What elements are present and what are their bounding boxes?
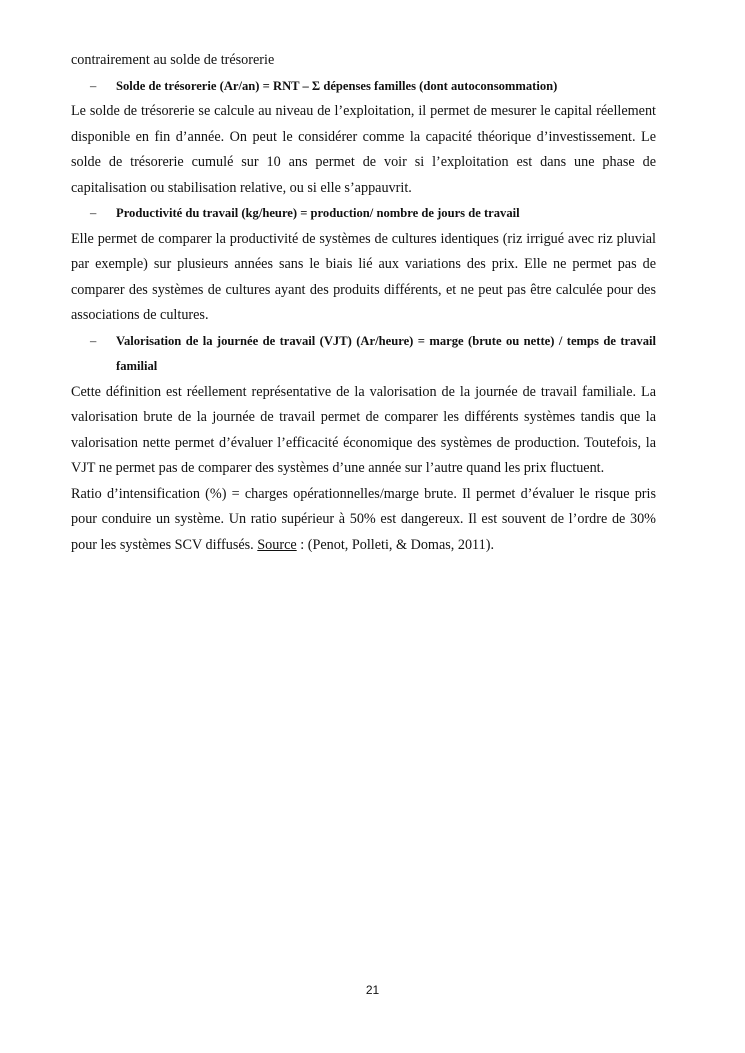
source-citation: : (Penot, Polleti, & Domas, 2011). bbox=[296, 536, 494, 553]
paragraph-productivite: Elle permet de comparer la productivité de systèmes de cultures identiques (riz irrigué avec riz pluvial par exemple) sur plusieurs années sans le biais lié aux variations des prix. Elle ne permet pas de comparer des systèmes de cultures ayant des produits différents, et ne peut pas être calculée pour des associations de cultures. bbox=[71, 230, 656, 323]
paragraph-solde: Le solde de trésorerie se calcule au niveau de l’exploitation, il permet de mesurer le capital réellement disponible en fin d’année. On peut le considérer comme la capacité théorique d’investissement. Le solde de trésorerie cumulé sur 10 ans permet de voir si l’exploitation est dans une phase de capitalisation ou stabilisation relative, ou si elle s’appauvrit. bbox=[71, 103, 656, 196]
bullet-valorisation bbox=[71, 329, 656, 380]
page-number: 21 bbox=[365, 983, 380, 997]
page-body bbox=[71, 48, 656, 558]
paragraph-ratio bbox=[71, 482, 656, 559]
bullet-text: Solde de trésorerie (Ar/an) = RNT – Σ dépenses familles (dont autoconsommation) bbox=[116, 78, 558, 93]
paragraph-valorisation: Cette définition est réellement représentative de la valorisation de la journée de travail familiale. La valorisation brute de la journée de travail permet de comparer les différents systèmes tandis que la valorisation nette permet d’évaluer l’efficacité économique des systèmes de production. Toutefois, la VJT ne permet pas de comparer des systèmes d’une année sur l’autre quand les prix fluctuent. bbox=[71, 383, 656, 476]
ratio-text: Ratio d’intensification (%) = charges opérationnelles/marge brute. Il permet d’évaluer le risque pris pour conduire un système. Un ratio supérieur à 50% est dangereux. Il est souvent de l’ordre de 30% pour les systèmes SCV diffusés. bbox=[71, 485, 656, 553]
continuation-line: contrairement au solde de trésorerie bbox=[71, 52, 275, 68]
bullet-solde-tresorerie bbox=[71, 74, 656, 100]
bullet-text: Productivité du travail (kg/heure) = production/ nombre de jours de travail bbox=[116, 206, 520, 220]
bullet-text: Valorisation de la journée de travail (VJT) (Ar/heure) = marge (brute ou nette) / temps de travail familial bbox=[116, 333, 656, 373]
bullet-productivite bbox=[71, 201, 656, 227]
bullet-dash: – bbox=[90, 206, 97, 220]
bullet-dash: – bbox=[90, 78, 97, 93]
bullet-dash: – bbox=[90, 333, 97, 348]
source-label: Source bbox=[257, 536, 297, 553]
